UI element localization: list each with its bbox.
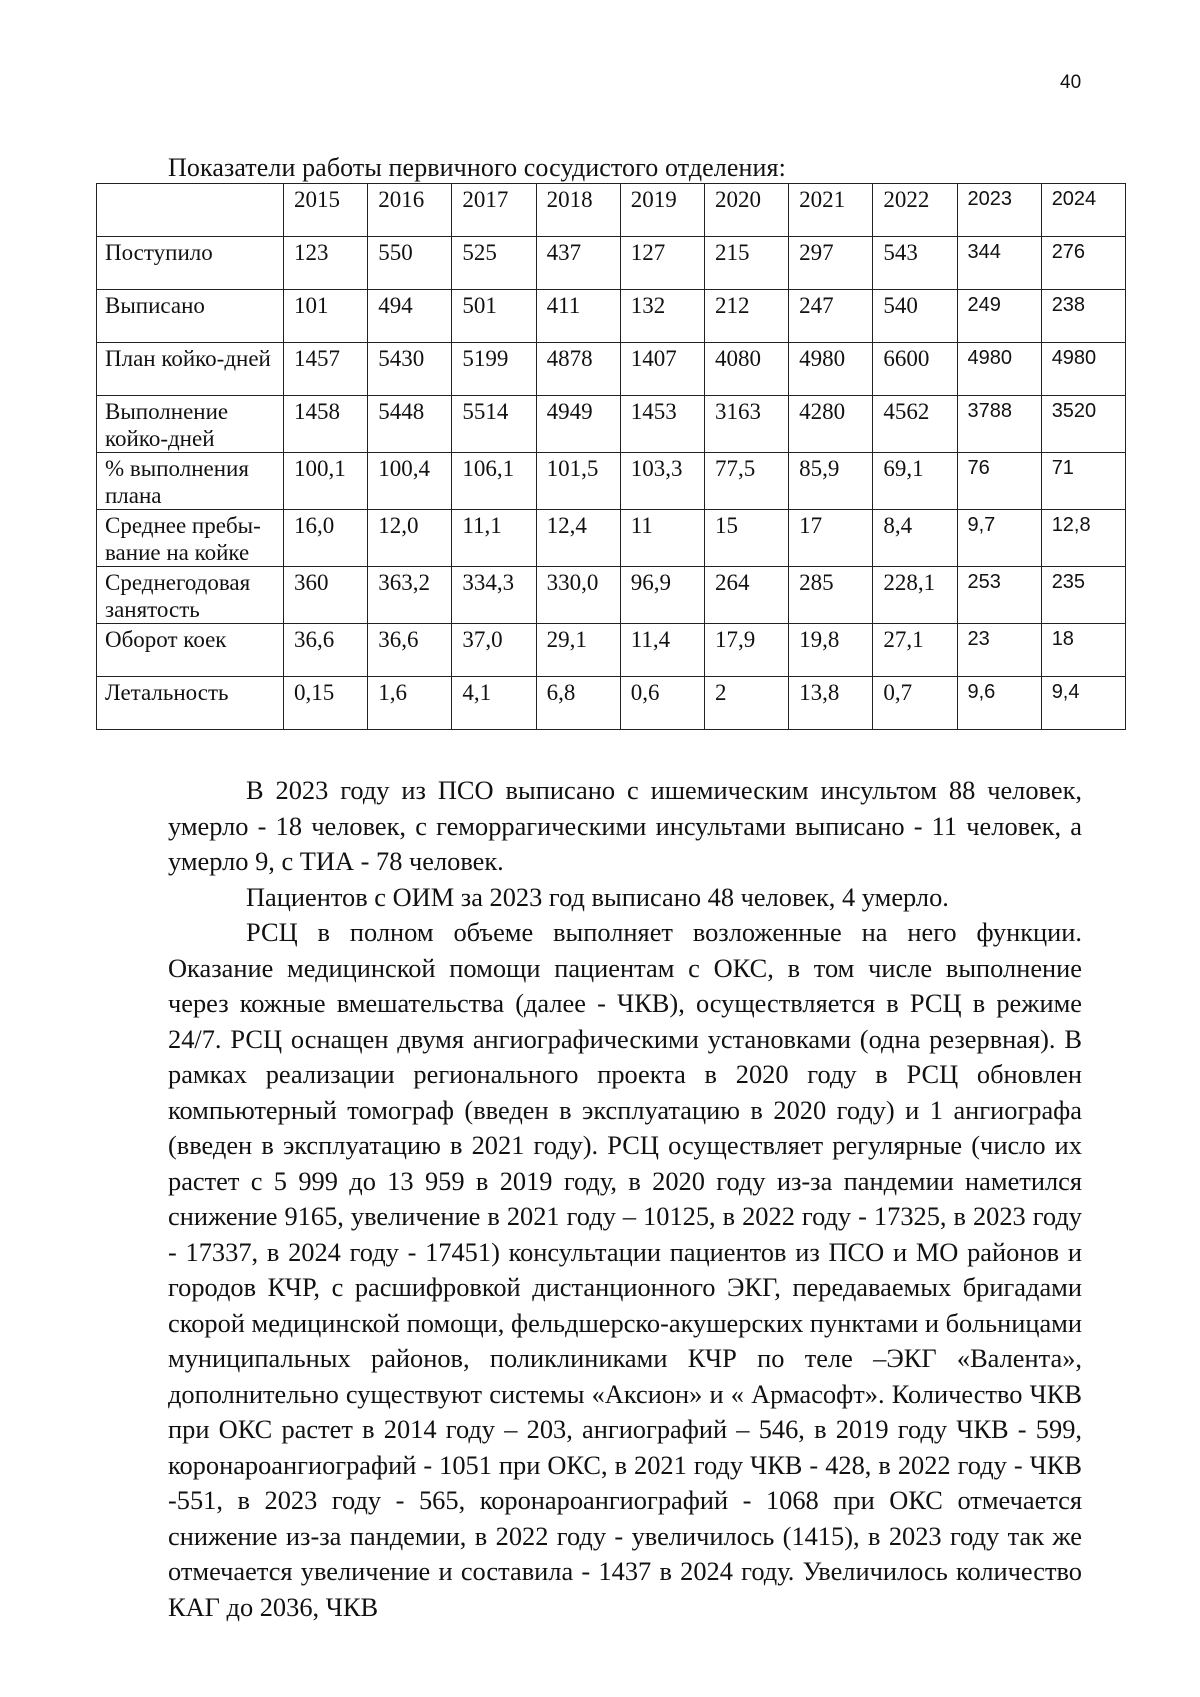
table-cell: 1,6 <box>368 677 452 730</box>
table-cell: 285 <box>789 567 873 624</box>
table-cell: 71 <box>1041 453 1125 510</box>
row-label: Выписано <box>97 290 284 343</box>
table-cell: 330,0 <box>536 567 620 624</box>
table-caption: Показатели работы первичного сосудистого отделения: <box>168 153 786 182</box>
table-cell: 17 <box>789 510 873 567</box>
table-cell: 276 <box>1041 237 1125 290</box>
year-header: 2023 <box>957 184 1041 237</box>
table-corner-cell <box>97 184 284 237</box>
paragraph: РСЦ в полном объеме выполняет возложенные на него функции. Оказание медицинской помощи пациентам с ОКС, в том числе выполнение через кожные вмешательства (далее - ЧКВ), осуществляется в РСЦ в режиме 24/7. РСЦ оснащен двумя ангиографическими установками (одна резервная). В рамках реализации регионального проекта в 2020 году в РСЦ обновлен компьютерный томограф (введен в эксплуатацию в 2020 году) и 1 ангиографа (введен в эксплуатацию в 2021 году). РСЦ осуществляет регулярные (число их растет с 5 999 до 13 959 в 2019 году, в 2020 году из-за пандемии наметился снижение 9165, увеличение в 2021 году – 10125, в 2022 году - 17325, в 2023 году - 17337, в 2024 году - 17451) консультации пациентов из ПСО и МО районов и городов КЧР, с расшифровкой дистанционного ЭКГ, передаваемых бригадами скорой медицинской помощи, фельдшерско-акушерских пунктами и больницами муниципальных районов, поликлиниками КЧР по теле –ЭКГ «Валента», дополнительно существуют системы «Аксион» и « Армасофт». Количество ЧКВ при ОКС растет в 2014 году – 203, ангиографий – 546, в 2019 году ЧКВ - 599, коронароангиографий - 1051 при ОКС, в 2021 году ЧКВ - 428, в 2022 году - ЧКВ -551, в 2023 году - 565, коронароангиографий - 1068 при ОКС отмечается снижение из-за пандемии, в 2022 году - увеличилось (1415), в 2023 году так же отмечается увеличение и составила - 1437 в 2024 году. Увеличилось количество КАГ до 2036, ЧКВ <box>168 917 1082 1622</box>
table-cell: 437 <box>536 237 620 290</box>
table-cell: 100,1 <box>284 453 368 510</box>
year-header: 2015 <box>284 184 368 237</box>
table-cell: 4878 <box>536 343 620 396</box>
row-label: Летальность <box>97 677 284 730</box>
table-cell: 249 <box>957 290 1041 343</box>
table-row <box>97 624 1126 677</box>
table-cell: 247 <box>789 290 873 343</box>
year-header: 2017 <box>452 184 536 237</box>
table-cell: 4280 <box>789 396 873 453</box>
table-cell: 36,6 <box>368 624 452 677</box>
table-cell: 100,4 <box>368 453 452 510</box>
table-cell: 253 <box>957 567 1041 624</box>
table-cell: 334,3 <box>452 567 536 624</box>
table-cell: 5514 <box>452 396 536 453</box>
table-cell: 3788 <box>957 396 1041 453</box>
table-cell: 550 <box>368 237 452 290</box>
table-cell: 76 <box>957 453 1041 510</box>
table-header-row <box>97 184 1126 237</box>
table-cell: 4980 <box>957 343 1041 396</box>
table-row <box>97 677 1126 730</box>
table-cell: 15 <box>704 510 788 567</box>
table-cell: 540 <box>873 290 957 343</box>
row-label: Выполнение койко-дней <box>97 396 284 453</box>
table-cell: 16,0 <box>284 510 368 567</box>
table-cell: 18 <box>1041 624 1125 677</box>
table-cell: 228,1 <box>873 567 957 624</box>
table-cell: 12,0 <box>368 510 452 567</box>
table-cell: 19,8 <box>789 624 873 677</box>
indicators-table <box>96 183 1126 730</box>
table-cell: 344 <box>957 237 1041 290</box>
table-row <box>97 453 1126 510</box>
table-cell: 12,8 <box>1041 510 1125 567</box>
row-label: % выполнения плана <box>97 453 284 510</box>
table-cell: 4562 <box>873 396 957 453</box>
table-cell: 123 <box>284 237 368 290</box>
year-header: 2021 <box>789 184 873 237</box>
table-cell: 1407 <box>620 343 704 396</box>
table-cell: 215 <box>704 237 788 290</box>
table-cell: 101,5 <box>536 453 620 510</box>
table-cell: 525 <box>452 237 536 290</box>
table-cell: 4949 <box>536 396 620 453</box>
row-label: Поступило <box>97 237 284 290</box>
table-cell: 2 <box>704 677 788 730</box>
paragraph: В 2023 году из ПСО выписано с ишемическим инсультом 88 человек, умерло - 18 человек, с геморрагическими инсультами выписано - 11 человек, а умерло 9, с ТИА - 78 человек. <box>168 775 1082 876</box>
table-cell: 1453 <box>620 396 704 453</box>
table-cell: 69,1 <box>873 453 957 510</box>
row-label: Среднегодовая занятость <box>97 567 284 624</box>
table-cell: 132 <box>620 290 704 343</box>
table-cell: 11,4 <box>620 624 704 677</box>
year-header: 2016 <box>368 184 452 237</box>
table-cell: 5199 <box>452 343 536 396</box>
table-cell: 127 <box>620 237 704 290</box>
table-body <box>97 237 1126 730</box>
table-cell: 235 <box>1041 567 1125 624</box>
table-cell: 360 <box>284 567 368 624</box>
table-cell: 17,9 <box>704 624 788 677</box>
table-cell: 13,8 <box>789 677 873 730</box>
table-cell: 6,8 <box>536 677 620 730</box>
table-cell: 297 <box>789 237 873 290</box>
table-cell: 12,4 <box>536 510 620 567</box>
year-header: 2020 <box>704 184 788 237</box>
table-cell: 77,5 <box>704 453 788 510</box>
table-cell: 0,15 <box>284 677 368 730</box>
table-cell: 103,3 <box>620 453 704 510</box>
table-cell: 4980 <box>1041 343 1125 396</box>
table-cell: 212 <box>704 290 788 343</box>
table-cell: 501 <box>452 290 536 343</box>
table-row <box>97 237 1126 290</box>
table-cell: 3520 <box>1041 396 1125 453</box>
table-cell: 0,6 <box>620 677 704 730</box>
table-cell: 4980 <box>789 343 873 396</box>
table-cell: 9,6 <box>957 677 1041 730</box>
year-header: 2019 <box>620 184 704 237</box>
row-label: Среднее пребы-вание на койке <box>97 510 284 567</box>
table-cell: 27,1 <box>873 624 957 677</box>
table-row <box>97 343 1126 396</box>
table-cell: 3163 <box>704 396 788 453</box>
table-cell: 4080 <box>704 343 788 396</box>
body-text <box>168 773 1082 1625</box>
table-cell: 37,0 <box>452 624 536 677</box>
year-header: 2018 <box>536 184 620 237</box>
year-header: 2024 <box>1041 184 1125 237</box>
table-cell: 9,4 <box>1041 677 1125 730</box>
table-row <box>97 510 1126 567</box>
table-cell: 1457 <box>284 343 368 396</box>
table-cell: 363,2 <box>368 567 452 624</box>
table-cell: 106,1 <box>452 453 536 510</box>
table-cell: 11 <box>620 510 704 567</box>
row-label: План койко-дней <box>97 343 284 396</box>
table-cell: 0,7 <box>873 677 957 730</box>
table-cell: 36,6 <box>284 624 368 677</box>
table-row <box>97 396 1126 453</box>
table-cell: 9,7 <box>957 510 1041 567</box>
table-cell: 4,1 <box>452 677 536 730</box>
table-cell: 411 <box>536 290 620 343</box>
table-cell: 8,4 <box>873 510 957 567</box>
table-cell: 101 <box>284 290 368 343</box>
year-header: 2022 <box>873 184 957 237</box>
table-cell: 264 <box>704 567 788 624</box>
table-cell: 29,1 <box>536 624 620 677</box>
table-row <box>97 290 1126 343</box>
table-cell: 1458 <box>284 396 368 453</box>
table-cell: 85,9 <box>789 453 873 510</box>
page-number: 40 <box>1060 72 1082 93</box>
row-label: Оборот коек <box>97 624 284 677</box>
table-cell: 543 <box>873 237 957 290</box>
paragraph: Пациентов с ОИМ за 2023 год выписано 48 человек, 4 умерло. <box>246 881 949 912</box>
table-row <box>97 567 1126 624</box>
table-cell: 96,9 <box>620 567 704 624</box>
table-cell: 5430 <box>368 343 452 396</box>
table-cell: 23 <box>957 624 1041 677</box>
table-cell: 494 <box>368 290 452 343</box>
table-cell: 11,1 <box>452 510 536 567</box>
table-cell: 238 <box>1041 290 1125 343</box>
table-cell: 5448 <box>368 396 452 453</box>
table-cell: 6600 <box>873 343 957 396</box>
